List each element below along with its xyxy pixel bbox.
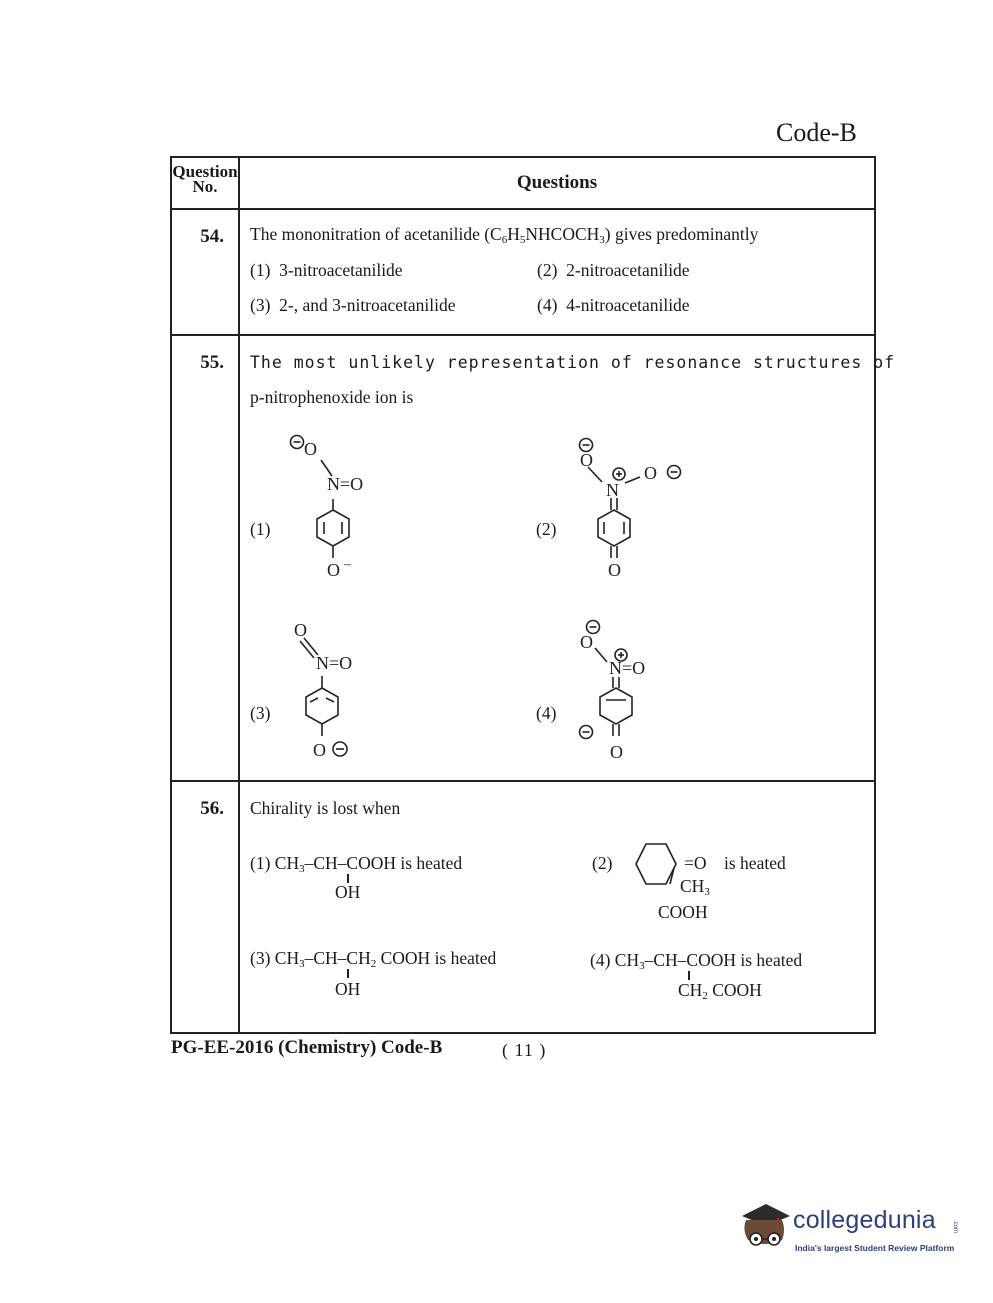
s4-o-left: O xyxy=(580,632,593,652)
question-number: 55. xyxy=(171,335,239,781)
option-2-methyl xyxy=(680,876,710,898)
option-2 xyxy=(537,260,690,281)
header-questions: Questions xyxy=(239,157,875,209)
formula-part: CH xyxy=(678,980,703,1000)
option-number: (4) xyxy=(590,950,611,970)
s4-o-bottom: O xyxy=(610,742,623,762)
option-text: 3-nitroacetanilide xyxy=(279,260,403,280)
question-row-56 xyxy=(171,781,875,1033)
option-tail: is heated xyxy=(430,948,497,968)
option-3-below: OH xyxy=(335,979,361,999)
subscript: 3 xyxy=(704,886,710,898)
s2-o-bottom: O xyxy=(608,560,621,580)
s1-o-top: O xyxy=(304,439,317,459)
formula-part: –CH–CH xyxy=(304,948,371,968)
option-4 xyxy=(590,950,802,972)
question-number: 56. xyxy=(171,781,239,1033)
stem-part: NHCOCH xyxy=(525,224,600,244)
subscript: 5 xyxy=(519,234,526,246)
question-stem xyxy=(250,224,758,246)
stem-part: ) gives predominantly xyxy=(604,224,759,244)
option-3-number: (3) xyxy=(250,703,271,723)
option-1-number: (1) xyxy=(250,519,271,539)
subscript: 2 xyxy=(370,958,377,970)
s2-o-left: O xyxy=(580,450,593,470)
brand-tld: .com xyxy=(952,1220,958,1234)
subscript: 3 xyxy=(299,958,305,970)
option-tail: is heated xyxy=(736,950,803,970)
s1-n-o: N=O xyxy=(327,474,364,494)
option-4-number: (4) xyxy=(536,703,557,723)
subscript: 2 xyxy=(702,990,708,1002)
formula-part: CH xyxy=(680,876,705,896)
option-text: 2-, and 3-nitroacetanilide xyxy=(279,295,456,315)
page-number: ( 11 ) xyxy=(502,1040,547,1060)
option-3 xyxy=(250,295,456,316)
subscript: 3 xyxy=(639,960,645,972)
s2-o-right: O xyxy=(644,463,657,483)
option-2-cooh: COOH xyxy=(658,902,708,922)
question-stem-line1: The most unlikely representation of resonance structures of xyxy=(250,353,896,372)
formula-part: CH xyxy=(274,948,300,968)
footer-title: PG-EE-2016 (Chemistry) Code-B xyxy=(171,1037,443,1058)
s3-o-double: O xyxy=(294,620,307,640)
option-1-below: OH xyxy=(335,882,361,902)
option-3 xyxy=(250,948,496,970)
stem-part: The mononitration of acetanilide (C xyxy=(250,224,502,244)
subscript: 6 xyxy=(501,234,508,246)
option-number: (1) xyxy=(250,853,271,873)
question-body xyxy=(239,209,875,335)
option-number: (3) xyxy=(250,948,271,968)
resonance-structures xyxy=(240,336,870,780)
option-2-number: (2) xyxy=(536,519,557,539)
s4-n-o: N=O xyxy=(609,658,646,678)
question-stem-line2: p-nitrophenoxide ion is xyxy=(250,387,414,407)
structure-2 xyxy=(580,439,681,559)
header-question-no-line2: No. xyxy=(192,177,218,196)
option-4-below xyxy=(678,980,762,1002)
option-tail: is heated xyxy=(396,853,463,873)
option-number: (4) xyxy=(537,295,558,315)
subscript: 3 xyxy=(599,234,605,246)
option-1 xyxy=(250,853,462,875)
option-4 xyxy=(537,295,690,316)
stem-part: H xyxy=(507,224,520,244)
structure-1 xyxy=(291,436,350,559)
option-1 xyxy=(250,260,403,281)
question-row-54 xyxy=(171,209,875,335)
question-body xyxy=(239,335,896,781)
svg-text:–: – xyxy=(344,557,351,572)
formula-part: COOH xyxy=(376,948,431,968)
formula-part: CH xyxy=(274,853,300,873)
formula-part: COOH xyxy=(707,980,762,1000)
question-body xyxy=(239,781,875,1033)
s3-o-bottom: O xyxy=(313,740,326,760)
option-2-carbonyl: =O xyxy=(684,853,707,873)
formula-part: –CH–COOH xyxy=(304,853,396,873)
header-question-no xyxy=(171,157,239,209)
table-header-row xyxy=(171,157,875,209)
question-stem: Chirality is lost when xyxy=(250,798,401,818)
brand-name: collegedunia xyxy=(793,1206,936,1234)
header-question-no-line1: Question xyxy=(172,162,238,181)
option-number: (1) xyxy=(250,260,271,280)
brand-tagline: India's largest Student Review Platform xyxy=(795,1243,955,1253)
option-number: (2) xyxy=(537,260,558,280)
option-text: 2-nitroacetanilide xyxy=(566,260,690,280)
s1-o-bottom: O xyxy=(327,560,340,580)
collegedunia-mascot-icon xyxy=(736,1196,794,1256)
option-number: (3) xyxy=(250,295,271,315)
question-row-55 xyxy=(171,335,875,781)
formula-part: –CH–COOH xyxy=(644,950,736,970)
formula-part: CH xyxy=(614,950,640,970)
option-2-number: (2) xyxy=(592,853,613,873)
s2-n: N xyxy=(606,480,619,500)
subscript: 3 xyxy=(299,863,305,875)
question-number: 54. xyxy=(171,209,239,335)
option-2-tail: is heated xyxy=(724,853,786,873)
option-text: 4-nitroacetanilide xyxy=(566,295,690,315)
s3-n-o: N=O xyxy=(316,653,353,673)
paper-code: Code-B xyxy=(776,118,857,147)
questions-table xyxy=(170,156,896,1034)
